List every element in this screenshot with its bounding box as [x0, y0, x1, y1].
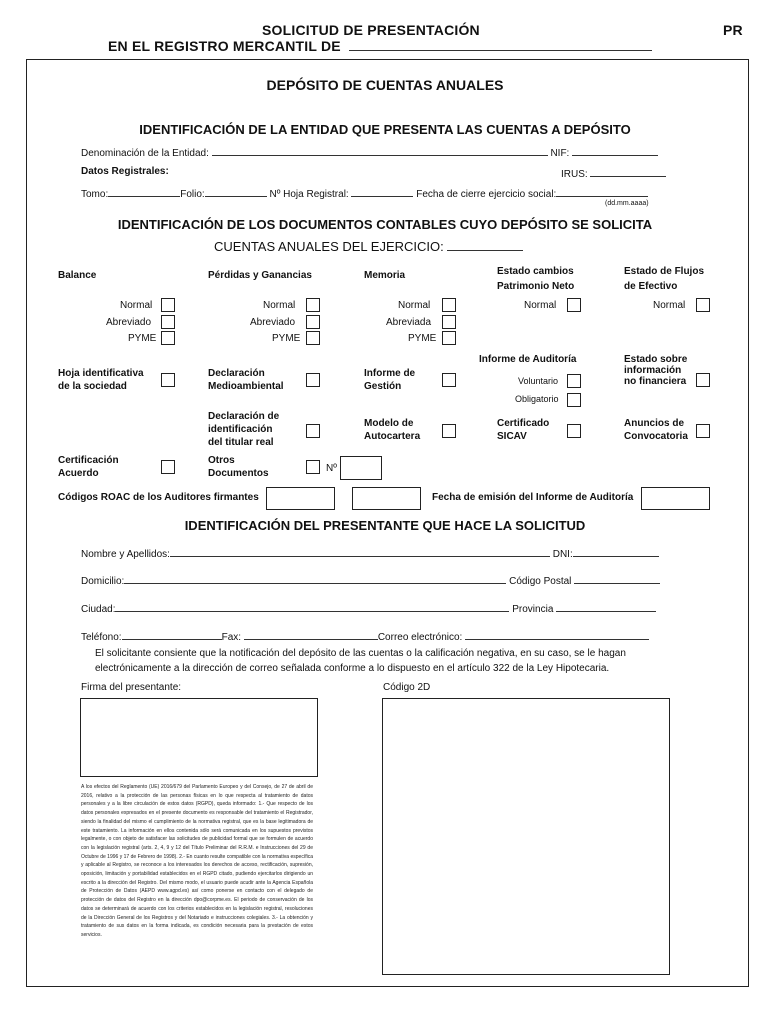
ecpn-header-1: Estado cambios	[497, 266, 574, 277]
decl-titular-label-2: identificación	[208, 424, 273, 435]
codigo-2d-label: Código 2D	[383, 682, 431, 693]
balance-normal-checkbox[interactable]	[161, 298, 175, 312]
balance-header: Balance	[58, 270, 97, 281]
efe-normal-checkbox[interactable]	[696, 298, 710, 312]
ejercicio-field[interactable]	[447, 238, 523, 251]
presenter-section-title: IDENTIFICACIÓN DEL PRESENTANTE QUE HACE LA SOLICITUD	[184, 518, 586, 533]
codigo-postal-label: Código Postal	[509, 576, 572, 587]
otros-docs-number-field[interactable]	[340, 456, 382, 480]
form-title: SOLICITUD DE PRESENTACIÓN	[262, 22, 480, 38]
domicilio-field[interactable]	[124, 573, 506, 584]
ciudad-row	[81, 601, 656, 615]
fax-label: Fax:	[221, 632, 242, 643]
sicav-label-2: SICAV	[497, 431, 527, 442]
memoria-abreviada-label: Abreviada	[386, 317, 432, 328]
anuncios-label-2: Convocatoria	[624, 431, 688, 442]
fecha-cierre-label: Fecha de cierre ejercicio social:	[416, 189, 557, 200]
auditoria-title: Informe de Auditoría	[479, 354, 577, 365]
decl-med-label-2: Medioambiental	[208, 381, 284, 392]
firma-label: Firma del presentante:	[81, 682, 182, 693]
nombre-row	[81, 546, 659, 560]
ciudad-label: Ciudad:	[81, 604, 116, 615]
qr-code-box	[382, 698, 670, 975]
ejercicio-row	[214, 238, 523, 254]
dni-label: DNI:	[552, 549, 573, 560]
signature-box[interactable]	[80, 698, 318, 777]
informe-gestion-label-2: Gestión	[364, 381, 402, 392]
date-format-hint: (dd.mm.aaaa)	[605, 200, 649, 207]
informe-gestion-label-1: Informe de	[364, 368, 416, 379]
ejercicio-label: CUENTAS ANUALES DEL EJERCICIO:	[214, 239, 444, 254]
domicilio-row	[81, 573, 660, 587]
roac-code-2-field[interactable]	[352, 487, 421, 510]
email-label: Correo electrónico:	[377, 632, 463, 643]
irus-row	[561, 166, 666, 180]
voluntario-label: Voluntario	[518, 376, 559, 386]
privacy-notice: A los efectos del Reglamento (UE) 2016/679 del Parlamento Europeo y del Consejo, de 27 de abril de 2016, relativo a la protección de las personas físicas en lo que respecta al tratamiento de datos personales y a la libre circulación de estos datos (RGPD), queda informado: 1.- Que respecto de los datos personales expresados en el presente documento es responsable del tratamiento el Registrador, siendo la finalidad del mismo el cumplimiento de la normativa registral, que es la base legitimadora de este tratamiento. La información en ellos contenida sólo será comunicada en los supuestos previstos legalmente, o con objeto de satisfacer las solicitudes de publicidad formal que se formulen de acuerdo con la legislación registral (arts. 2, 4, 9 y 12 del Título Preliminar del R.R.M. e Instrucciones del 29 de Octubre de 1996 y 17 de Febrero de 1998). 2.- En cuanto resulte compatible con la normativa específica y aplicable al Registro, se reconoce a los interesados los derechos de acceso, rectificación, supresión, oposición, limitación y portabilidad establecidos en el RGPD citado, pudiendo ejercitarlos dirigiendo un escrito a la dirección del Registro. Del mismo modo, el usuario puede acudir ante la Agencia Española de Protección de Datos (AEPD www.agpd.es) así como ponerse en contacto con el delegado de protección de datos del Registro en la dirección dpo@corpme.es. El periodo de conservación de los datos se determinará de acuerdo con los criterios establecidos en la legislación registral, resoluciones de la Dirección General de los Registros y del Notariado e instrucciones colegiales. 3.- La obtención y tratamiento de sus datos en la forma indicada, es condición necesaria para la prestación de estos servicios.	[81, 784, 313, 938]
hoja-id-label-2: de la sociedad	[58, 381, 127, 392]
efe-header-2: de Efectivo	[624, 281, 678, 292]
cert-acuerdo-label-1: Certificación	[58, 455, 119, 466]
pyg-abreviado-label: Abreviado	[250, 317, 296, 328]
tomo-row	[81, 186, 648, 200]
sicav-label-1: Certificado	[497, 418, 550, 429]
nombre-field[interactable]	[170, 546, 550, 557]
hoja-registral-field[interactable]	[351, 186, 413, 197]
roac-code-1-field[interactable]	[266, 487, 335, 510]
provincia-field[interactable]	[556, 601, 656, 612]
informe-gestion-checkbox[interactable]	[442, 373, 456, 387]
decl-titular-label-3: del titular real	[208, 437, 274, 448]
consent-line-1: El solicitante consiente que la notificación del depósito de las cuentas o la calificación negativa, en su caso, se le hagan	[95, 648, 626, 659]
fecha-informe-label: Fecha de emisión del Informe de Auditoría	[432, 492, 634, 503]
enf-checkbox[interactable]	[696, 373, 710, 387]
folio-field[interactable]	[205, 186, 267, 197]
contacto-row	[81, 629, 649, 643]
ecpn-normal-label: Normal	[524, 300, 557, 311]
enf-label-3: no financiera	[624, 376, 687, 387]
autocartera-checkbox[interactable]	[442, 424, 456, 438]
registry-title	[108, 38, 652, 54]
fecha-informe-field[interactable]	[641, 487, 710, 510]
roac-label: Códigos ROAC de los Auditores firmantes	[58, 492, 259, 503]
decl-titular-label-1: Declaración de	[208, 411, 280, 422]
memoria-abreviada-checkbox[interactable]	[442, 315, 456, 329]
deposit-title: DEPÓSITO DE CUENTAS ANUALES	[266, 77, 504, 93]
registry-name-field[interactable]	[349, 40, 652, 51]
autocartera-label-1: Modelo de	[364, 418, 414, 429]
decl-titular-checkbox[interactable]	[306, 424, 320, 438]
ecpn-header-2: Patrimonio Neto	[497, 281, 575, 292]
consent-line-2: electrónicamente a la dirección de correo señalada conforme a lo dispuesto en el artículo 322 de la Ley Hipotecaria.	[95, 663, 610, 674]
efe-header-1: Estado de Flujos	[624, 266, 705, 277]
dni-field[interactable]	[573, 546, 659, 557]
pyg-header: Pérdidas y Ganancias	[208, 270, 312, 281]
telefono-field[interactable]	[122, 629, 222, 640]
obligatorio-checkbox[interactable]	[567, 393, 581, 407]
registry-data-label: Datos Registrales:	[81, 166, 169, 177]
telefono-label: Teléfono:	[81, 632, 122, 643]
hoja-id-label-1: Hoja identificativa	[58, 368, 144, 379]
enf-label-1: Estado sobre	[624, 354, 688, 365]
decl-med-checkbox[interactable]	[306, 373, 320, 387]
numero-label: Nº	[326, 463, 337, 474]
nombre-label: Nombre y Apellidos:	[81, 549, 170, 560]
obligatorio-label: Obligatorio	[515, 394, 559, 404]
nif-label: NIF:	[550, 148, 570, 159]
documents-section-title: IDENTIFICACIÓN DE LOS DOCUMENTOS CONTABLES CUYO DEPÓSITO SE SOLICITA	[117, 217, 653, 232]
otros-docs-checkbox[interactable]	[306, 460, 320, 474]
ciudad-field[interactable]	[115, 601, 509, 612]
registry-title-text: EN EL REGISTRO MERCANTIL DE	[108, 38, 341, 54]
fecha-cierre-field[interactable]	[556, 186, 648, 197]
codigo-postal-field[interactable]	[574, 573, 660, 584]
pyg-pyme-label: PYME	[272, 333, 301, 344]
memoria-pyme-label: PYME	[408, 333, 437, 344]
balance-pyme-label: PYME	[128, 333, 157, 344]
hoja-registral-label: Nº Hoja Registral:	[269, 189, 349, 200]
tomo-label: Tomo:	[81, 189, 109, 200]
cert-acuerdo-checkbox[interactable]	[161, 460, 175, 474]
irus-field[interactable]	[590, 166, 666, 177]
anuncios-checkbox[interactable]	[696, 424, 710, 438]
anuncios-label-1: Anuncios de	[624, 418, 685, 429]
provincia-label: Provincia	[512, 604, 554, 615]
otros-docs-label-2: Documentos	[208, 468, 269, 479]
balance-normal-label: Normal	[120, 300, 153, 311]
voluntario-checkbox[interactable]	[567, 374, 581, 388]
domicilio-label: Domicilio:	[81, 576, 125, 587]
enf-label-2: información	[624, 365, 682, 376]
pyg-normal-label: Normal	[263, 300, 296, 311]
hoja-id-checkbox[interactable]	[161, 373, 175, 387]
cert-acuerdo-label-2: Acuerdo	[58, 468, 99, 479]
pyg-pyme-checkbox[interactable]	[306, 331, 320, 345]
sicav-checkbox[interactable]	[567, 424, 581, 438]
decl-med-label-1: Declaración	[208, 368, 265, 379]
memoria-header: Memoria	[364, 270, 406, 281]
entity-section-title: IDENTIFICACIÓN DE LA ENTIDAD QUE PRESENTA LAS CUENTAS A DEPÓSITO	[139, 122, 631, 137]
autocartera-label-2: Autocartera	[364, 431, 421, 442]
tomo-field[interactable]	[108, 186, 180, 197]
fax-field[interactable]	[244, 629, 378, 640]
ecpn-normal-checkbox[interactable]	[567, 298, 581, 312]
pyg-abreviado-checkbox[interactable]	[306, 315, 320, 329]
form-code: PR	[723, 22, 743, 38]
email-field[interactable]	[465, 629, 649, 640]
irus-label: IRUS:	[561, 169, 588, 180]
otros-docs-label-1: Otros	[208, 455, 235, 466]
nif-field[interactable]	[572, 145, 658, 156]
memoria-pyme-checkbox[interactable]	[442, 331, 456, 345]
folio-label: Folio:	[180, 189, 205, 200]
balance-pyme-checkbox[interactable]	[161, 331, 175, 345]
balance-abreviado-checkbox[interactable]	[161, 315, 175, 329]
entity-name-row	[81, 145, 658, 159]
entity-name-label: Denominación de la Entidad:	[81, 148, 209, 159]
entity-name-field[interactable]	[212, 145, 548, 156]
balance-abreviado-label: Abreviado	[106, 317, 152, 328]
efe-normal-label: Normal	[653, 300, 686, 311]
memoria-normal-checkbox[interactable]	[442, 298, 456, 312]
memoria-normal-label: Normal	[398, 300, 431, 311]
pyg-normal-checkbox[interactable]	[306, 298, 320, 312]
